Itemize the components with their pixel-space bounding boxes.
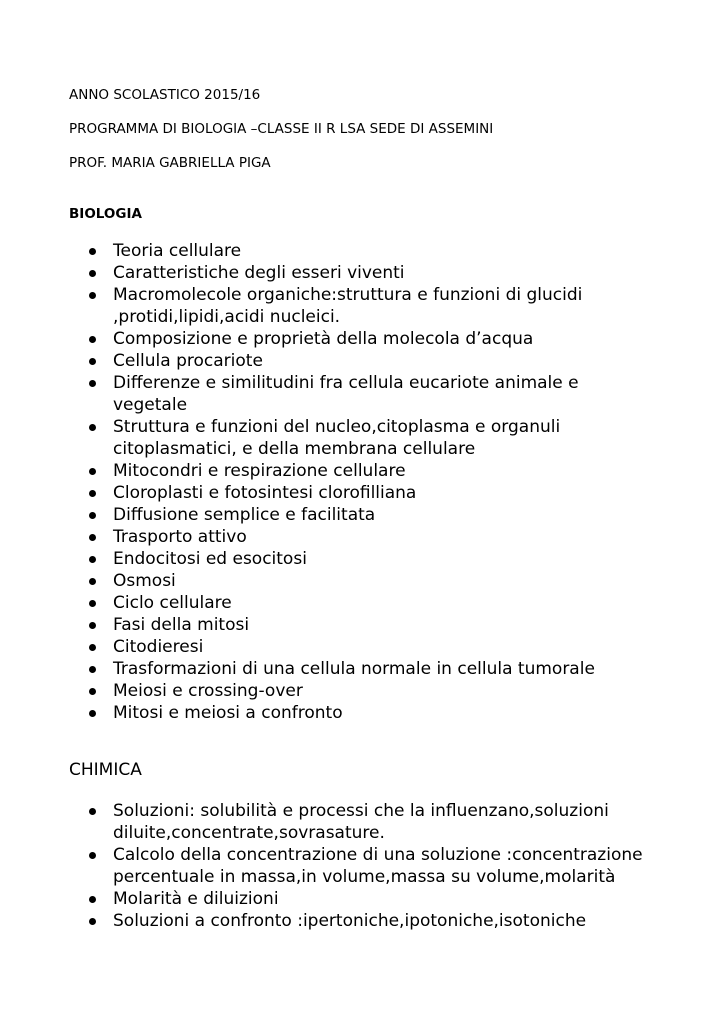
program-title-line: PROGRAMMA DI BIOLOGIA –CLASSE II R LSA SEDE DI ASSEMINI <box>69 121 494 137</box>
list-item <box>0 844 724 888</box>
bullet-icon <box>89 490 96 497</box>
bullet-icon <box>89 600 96 607</box>
list-item-text: Citodieresi <box>113 637 204 657</box>
list-item <box>0 888 724 910</box>
bullet-icon <box>89 424 96 431</box>
list-item <box>0 570 724 592</box>
list-item <box>0 636 724 658</box>
bullet-icon <box>89 248 96 255</box>
biologia-topic-list <box>0 240 724 724</box>
teacher-line: PROF. MARIA GABRIELLA PIGA <box>69 155 271 171</box>
list-item <box>0 350 724 372</box>
list-item <box>0 284 724 328</box>
list-item-text: Struttura e funzioni del nucleo,citoplasma e organuli citoplasmatici, e della membrana cellulare <box>113 417 561 459</box>
bullet-icon <box>89 380 96 387</box>
bullet-icon <box>89 644 96 651</box>
list-item-text: Trasporto attivo <box>113 527 247 547</box>
list-item <box>0 526 724 548</box>
list-item-text: Endocitosi ed esocitosi <box>113 549 307 569</box>
list-item <box>0 240 724 262</box>
bullet-icon <box>89 666 96 673</box>
list-item <box>0 614 724 636</box>
biologia-heading: BIOLOGIA <box>69 206 142 222</box>
chimica-heading: CHIMICA <box>69 760 142 780</box>
list-item <box>0 262 724 284</box>
list-item-text: Meiosi e crossing-over <box>113 681 303 701</box>
bullet-icon <box>89 556 96 563</box>
bullet-icon <box>89 270 96 277</box>
bullet-icon <box>89 578 96 585</box>
bullet-icon <box>89 292 96 299</box>
list-item-text: Macromolecole organiche:struttura e funzioni di glucidi ,protidi,lipidi,acidi nucleici. <box>113 285 583 327</box>
list-item-text: Ciclo cellulare <box>113 593 232 613</box>
list-item-text: Composizione e proprietà della molecola d’acqua <box>113 329 534 349</box>
list-item <box>0 460 724 482</box>
list-item <box>0 680 724 702</box>
bullet-icon <box>89 710 96 717</box>
list-item <box>0 592 724 614</box>
list-item-text: Diffusione semplice e facilitata <box>113 505 376 525</box>
list-item-text: Mitosi e meiosi a confronto <box>113 703 343 723</box>
list-item-text: Differenze e similitudini fra cellula eucariote animale e vegetale <box>113 373 579 415</box>
list-item-text: Caratteristiche degli esseri viventi <box>113 263 405 283</box>
list-item <box>0 800 724 844</box>
list-item <box>0 504 724 526</box>
list-item <box>0 658 724 680</box>
list-item-text: Soluzioni a confronto :ipertoniche,ipotoniche,isotoniche <box>113 911 587 931</box>
bullet-icon <box>89 534 96 541</box>
bullet-icon <box>89 622 96 629</box>
list-item <box>0 702 724 724</box>
bullet-icon <box>89 358 96 365</box>
list-item-text: Trasformazioni di una cellula normale in cellula tumorale <box>113 659 595 679</box>
bullet-icon <box>89 512 96 519</box>
list-item-text: Osmosi <box>113 571 176 591</box>
bullet-icon <box>89 688 96 695</box>
bullet-icon <box>89 918 96 925</box>
bullet-icon <box>89 896 96 903</box>
list-item-text: Teoria cellulare <box>113 241 242 261</box>
school-year-line: ANNO SCOLASTICO 2015/16 <box>69 87 261 103</box>
list-item <box>0 372 724 416</box>
list-item <box>0 482 724 504</box>
list-item-text: Calcolo della concentrazione di una soluzione :concentrazione percentuale in massa,in volume,massa su volume,molarità <box>113 845 643 887</box>
list-item-text: Mitocondri e respirazione cellulare <box>113 461 406 481</box>
list-item <box>0 328 724 350</box>
bullet-icon <box>89 808 96 815</box>
list-item <box>0 416 724 460</box>
bullet-icon <box>89 468 96 475</box>
list-item-text: Fasi della mitosi <box>113 615 250 635</box>
list-item-text: Cloroplasti e fotosintesi clorofilliana <box>113 483 417 503</box>
list-item <box>0 910 724 932</box>
bullet-icon <box>89 336 96 343</box>
list-item-text: Molarità e diluizioni <box>113 889 279 909</box>
list-item-text: Soluzioni: solubilità e processi che la influenzano,soluzioni diluite,concentrate,sovrasature. <box>113 801 609 843</box>
list-item-text: Cellula procariote <box>113 351 263 371</box>
bullet-icon <box>89 852 96 859</box>
list-item <box>0 548 724 570</box>
chimica-topic-list <box>0 800 724 932</box>
